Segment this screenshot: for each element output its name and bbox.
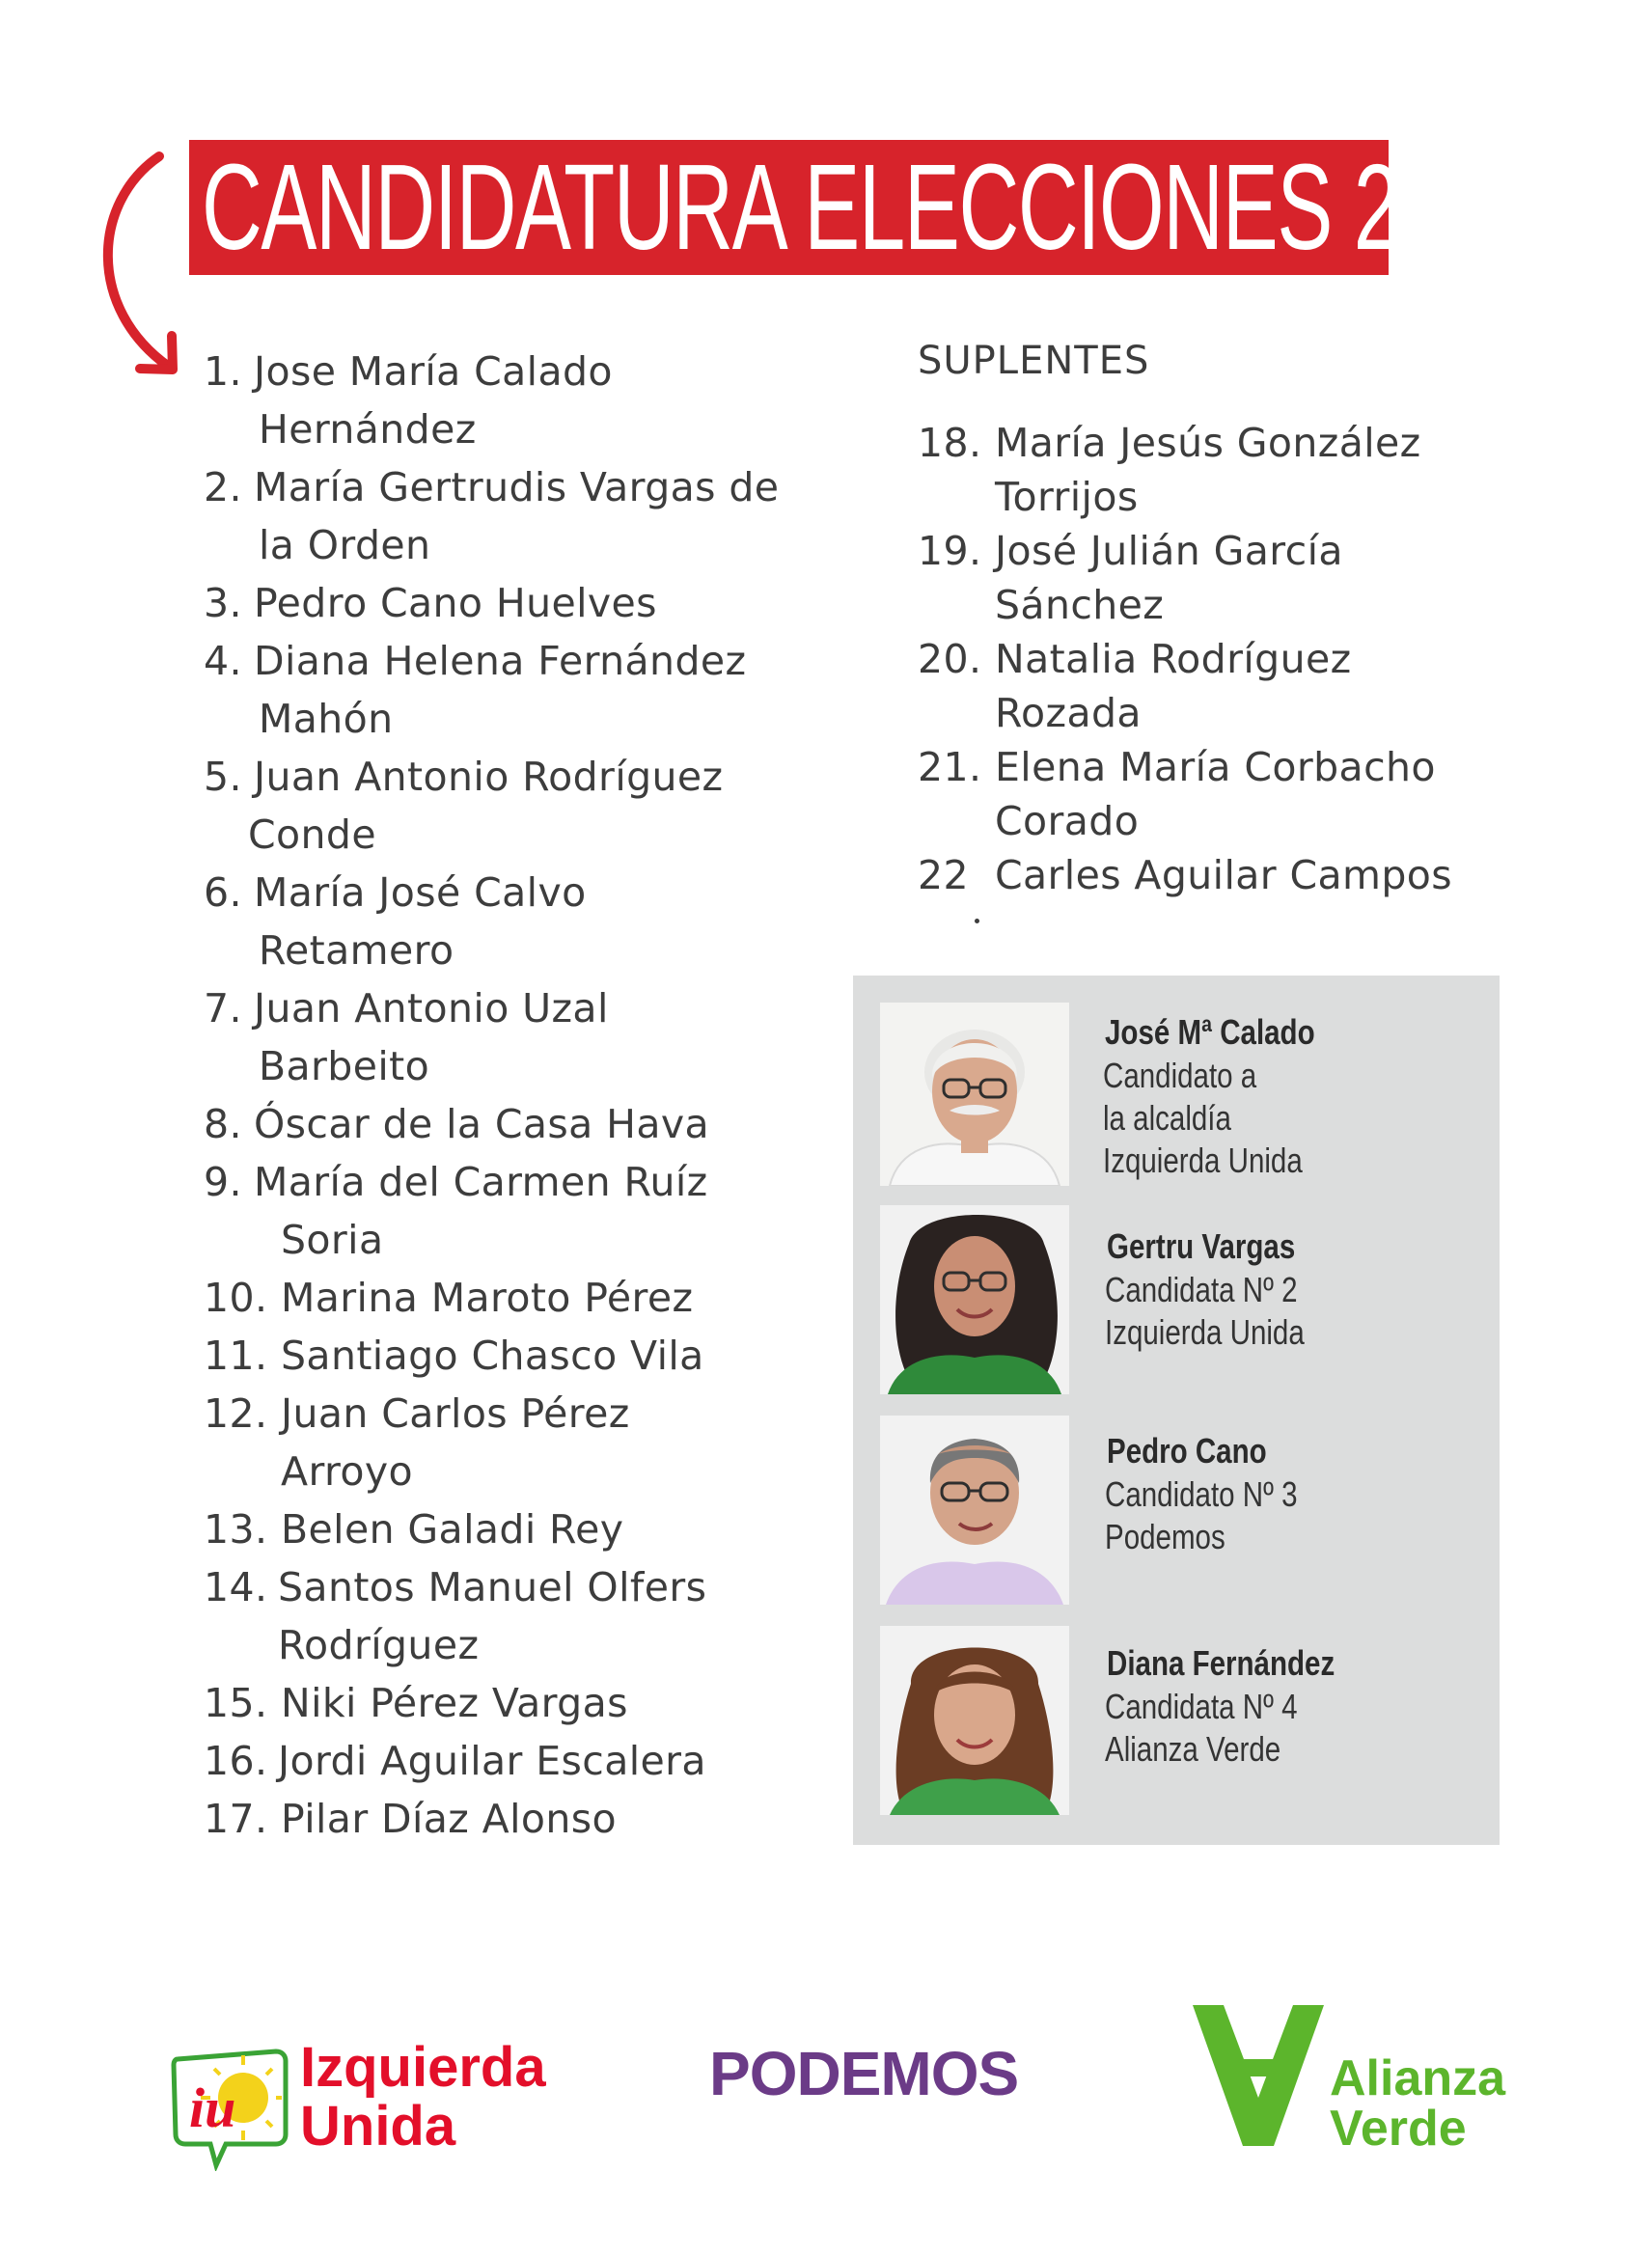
suplente-name: Natalia Rodríguez <box>995 636 1352 682</box>
candidate-number: 13. <box>204 1506 268 1553</box>
suplente-number: 18. <box>918 420 982 466</box>
profile-role-line: Alianza Verde <box>1105 1729 1281 1769</box>
podemos-logo: PODEMOS <box>709 2039 1019 2108</box>
candidate-name-cont: Rodríguez <box>278 1622 480 1668</box>
suplente-name: María Jesús González <box>995 420 1421 466</box>
suplente-name: Elena María Corbacho <box>995 744 1436 790</box>
candidate-name: Jordi Aguilar Escalera <box>278 1738 706 1784</box>
candidate-number: 7. <box>204 985 242 1031</box>
candidate-name-cont: Soria <box>281 1217 384 1263</box>
profile-panel <box>853 976 1500 1845</box>
portrait-photo-fernandez <box>880 1626 1069 1815</box>
candidate-name: Jose María Calado <box>254 348 613 395</box>
suplente-name-cont: Corado <box>995 798 1140 844</box>
curved-arrow-icon <box>92 145 188 376</box>
candidate-number: 11. <box>204 1333 268 1379</box>
candidate-name: Juan Antonio Uzal <box>254 985 609 1031</box>
candidate-name: Niki Pérez Vargas <box>281 1680 628 1726</box>
profile-role-line: Izquierda Unida <box>1105 1312 1305 1352</box>
candidate-number: 3. <box>204 580 242 626</box>
candidate-name: Santos Manuel Olfers <box>278 1564 707 1610</box>
candidate-name-cont: Mahón <box>259 696 394 742</box>
page-title: CANDIDATURA ELECCIONES 2023 <box>202 139 1535 275</box>
profile-role-line: Candidato a <box>1103 1056 1257 1095</box>
iu-logo-line: Unida <box>300 2095 456 2158</box>
candidate-number: 2. <box>204 464 242 510</box>
suplente-number: 22 <box>918 852 969 898</box>
iu-logo-text <box>300 2038 546 2156</box>
candidate-number: 5. <box>204 754 242 800</box>
candidate-name-cont: Retamero <box>259 927 454 974</box>
iu-logo-line: Izquierda <box>300 2036 546 2099</box>
candidate-name: Óscar de la Casa Hava <box>254 1101 710 1147</box>
suplente-number: 20. <box>918 636 982 682</box>
candidate-number: 15. <box>204 1680 268 1726</box>
suplente-name-cont: Torrijos <box>995 474 1139 520</box>
candidate-number: 17. <box>204 1796 268 1842</box>
alianza-verde-logo-text <box>1330 2050 1506 2157</box>
suplente-name: Carles Aguilar Campos <box>995 852 1453 898</box>
profile-role-line: Podemos <box>1105 1517 1225 1556</box>
candidate-number: 10. <box>204 1275 268 1321</box>
portrait-photo-calado <box>880 1003 1069 1186</box>
profile-name: José Mª Calado <box>1105 1012 1315 1052</box>
candidate-name-cont: la Orden <box>259 522 431 568</box>
alianza-verde-logo-line: Verde <box>1330 2101 1467 2157</box>
candidate-name: María del Carmen Ruíz <box>254 1159 708 1205</box>
candidate-number: 4. <box>204 638 242 684</box>
iu-logo-icon <box>170 2046 289 2171</box>
suplente-name-cont: Sánchez <box>995 582 1165 628</box>
candidate-number: 9. <box>204 1159 242 1205</box>
candidate-number: 16. <box>204 1738 268 1784</box>
candidate-name: María José Calvo <box>254 869 587 916</box>
candidate-number: 12. <box>204 1390 268 1437</box>
suplente-number: 21. <box>918 744 982 790</box>
suplentes-heading: SUPLENTES <box>918 339 1150 383</box>
candidate-name: Pilar Díaz Alonso <box>281 1796 618 1842</box>
alianza-verde-logo-icon <box>1191 2001 1326 2150</box>
candidate-number: 6. <box>204 869 242 916</box>
candidate-name-cont: Hernández <box>259 406 477 453</box>
candidate-name-cont: Barbeito <box>259 1043 430 1089</box>
candidate-name: María Gertrudis Vargas de <box>254 464 780 510</box>
candidate-name: Juan Carlos Pérez <box>281 1390 630 1437</box>
suplente-name: José Julián García <box>995 528 1343 574</box>
candidate-name: Belen Galadi Rey <box>281 1506 624 1553</box>
candidate-name: Juan Antonio Rodríguez <box>254 754 724 800</box>
candidate-name-cont: Conde <box>248 811 376 858</box>
alianza-verde-logo-line: Alianza <box>1330 2050 1506 2106</box>
iu-badge-text: iu <box>189 2076 236 2139</box>
profile-name: Gertru Vargas <box>1107 1226 1296 1266</box>
profile-role-line: Izquierda Unida <box>1103 1141 1303 1180</box>
candidate-name: Pedro Cano Huelves <box>254 580 657 626</box>
candidate-name: Marina Maroto Pérez <box>281 1275 694 1321</box>
portrait-photo-vargas <box>880 1205 1069 1394</box>
profile-role-line: Candidata Nº 2 <box>1105 1270 1298 1309</box>
profile-role-line: la alcaldía <box>1103 1098 1231 1138</box>
candidate-number: 14. <box>204 1564 268 1610</box>
candidate-number: 1. <box>204 348 242 395</box>
candidate-name-cont: Arroyo <box>281 1448 413 1495</box>
profile-name: Pedro Cano <box>1107 1431 1267 1471</box>
profile-name: Diana Fernández <box>1107 1643 1335 1683</box>
candidate-number: 8. <box>204 1101 242 1147</box>
stray-dot <box>975 919 979 923</box>
candidate-name: Diana Helena Fernández <box>254 638 747 684</box>
profile-role-line: Candidato Nº 3 <box>1105 1474 1298 1514</box>
portrait-photo-cano <box>880 1416 1069 1605</box>
profile-role-line: Candidata Nº 4 <box>1105 1687 1298 1726</box>
suplente-name-cont: Rozada <box>995 690 1142 736</box>
suplente-number: 19. <box>918 528 982 574</box>
candidate-name: Santiago Chasco Vila <box>281 1333 704 1379</box>
